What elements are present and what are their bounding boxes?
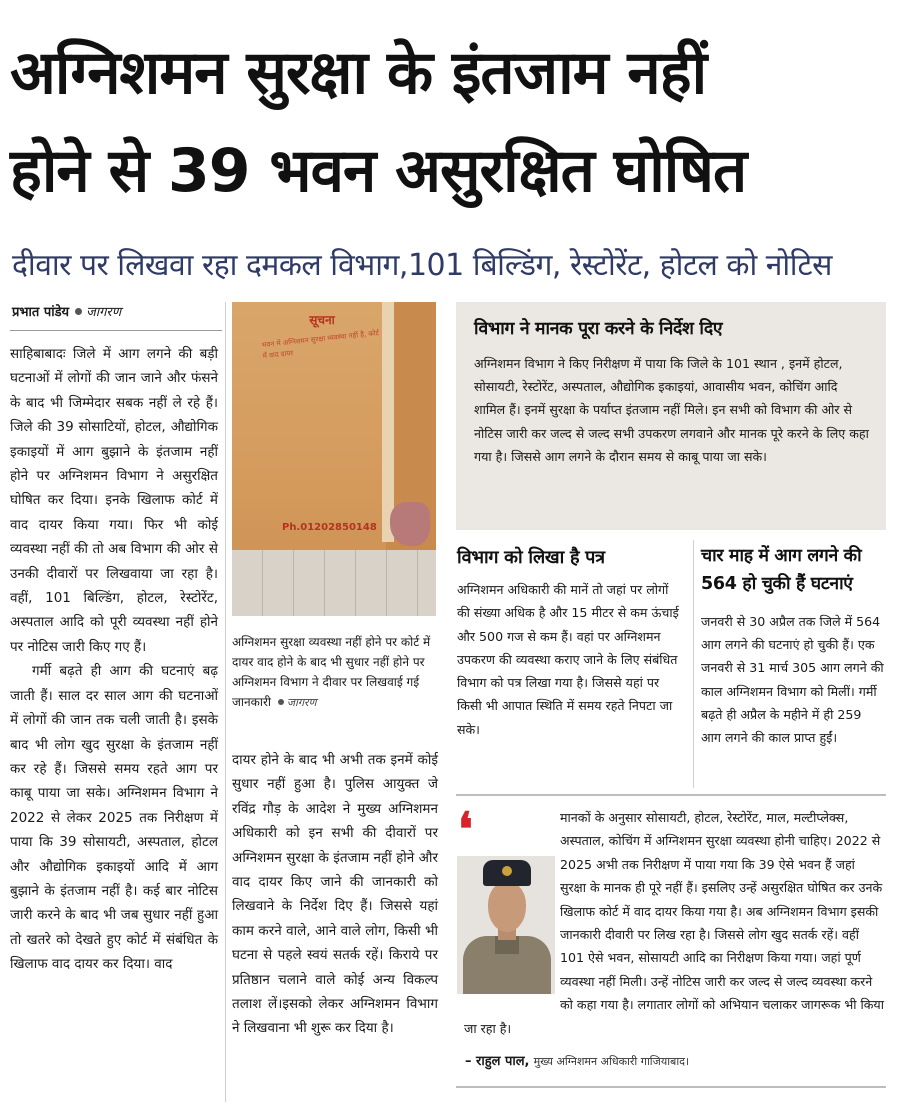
byline [12, 304, 121, 322]
article-paragraph: साहिबाबादः जिले में आग लगने की बड़ी घटनाओं में लोगों की जान जाने और फंसने के बाद भी जिम्मेदार सबक नहीं ले रहे हैं। जिले की 39 सोसाटियों, होटल, औद्योगिक इकाइयों में आग बुझाने के इंतजाम नहीं होने पर अग्निशमन विभाग ने असुरक्षित घोषित कर दिया। इनके खिलाफ कोर्ट में वाद दायर किया गया। फिर भी कोई व्यवस्था नहीं की तो अब विभाग की ओर से उनकी दीवारों पर लिखवाया जा रहा है। वहीं, 101 बिल्डिंग, होटल, रेस्टोरेंट, अस्पताल आदि को पूरी व्यवस्था नहीं होने पर नोटिस जारी किए गए हैं। [10, 346, 218, 655]
notice-phone: Ph.01202850148 [282, 522, 377, 533]
caption-text: अग्निशमन सुरक्षा व्यवस्था नहीं होने पर कोर्ट में दायर वाद होने के बाद भी सुधार नहीं होने पर अग्निशमन विभाग ने दीवार पर लिखवाई गई जानकारी [232, 635, 431, 709]
byline-author: प्रभात पांडेय [12, 305, 70, 320]
column-divider [693, 540, 694, 788]
photo-pipe [382, 302, 394, 542]
bullet-icon [75, 308, 82, 315]
byline-source: जागरण [86, 305, 122, 320]
column-divider [225, 302, 226, 1102]
quote-name: – राहुल पाल, [465, 1054, 530, 1069]
wall-notice-photo [232, 302, 436, 616]
letter-box-text: अग्निशमन अधिकारी की मानें तो जहां पर लोगों की संख्या अधिक है और 15 मीटर से कम ऊंचाई और 500 गज से कम हैं। वहां पर अग्निशमन उपकरण की व्यवस्था कराए जाने के लिए संबंधित विभाग को पत्र लिखा गया है। जिससे यहां पर किसी भी आपात स्थिति में समय रहते निपटा जा सके। [457, 582, 679, 737]
quote-role: मुख्य अग्निशमन अधिकारी गाजियाबाद। [533, 1055, 690, 1068]
photo-stain [390, 502, 430, 546]
notice-text: भवन में अग्निशमन सुरक्षा व्यवस्था नहीं है, कोर्ट में वाद दायर [261, 328, 380, 361]
article-column-1 [10, 342, 218, 977]
byline-rule [10, 330, 222, 331]
caption-source: जागरण [286, 696, 317, 709]
letter-box-title: विभाग को लिखा है पत्र [457, 547, 605, 568]
article-column-2 [232, 748, 438, 1041]
standards-box-title: विभाग ने मानक पूरा करने के निर्देश दिए [474, 319, 723, 339]
subheadline: दीवार पर लिखवा रहा दमकल विभाग,101 बिल्डिंग, रेस्टोरेंट, होटल को नोटिस [12, 248, 832, 283]
quote-body: मानकों के अनुसार सोसायटी, होटल, रेस्टोरेंट, माल, मल्टीप्लेक्स, अस्पताल, कोचिंग में अग्निशमन सुरक्षा व्यवस्था होनी चाहिए। 2022 से 2025 अभी तक निरीक्षण में पाया गया कि 39 ऐसे भवन हैं जहां सुरक्षा के मानक ही पूरे नहीं हैं। इसलिए उन्हें असुरक्षित घोषित कर उनके खिलाफ कोर्ट में वाद दायर किया गया है। अब अग्निशमन विभाग इसकी जानकारी दीवारी पर लिख रहा है। जिससे लोग खुद सतर्क रहें। वहीं 101 ऐसे भवन, सोसायटी आदि का निरीक्षण किया गया। जहां पूर्ण व्यवस्था नहीं मिली। उन्हें नोटिस जारी कर जल्द से जल्द व्यवस्था करने को कहा गया है। लगातार लोगों को अभियान चलाकर जागरूक भी किया जा रहा है। [464, 810, 884, 1036]
notice-title: सूचना [309, 313, 335, 327]
quote-text [464, 806, 884, 1040]
headline-line-2: होने से 39 भवन असुरक्षित घोषित [10, 136, 747, 206]
bullet-icon [278, 699, 284, 705]
article-paragraph: गर्मी बढ़ते ही आग की घटनाएं बढ़ जाती हैं। साल दर साल आग की घटनाओं में लोगों की जान तक चली जाती है। इसके बाद भी लोग खुद सुरक्षा के इंतजाम नहीं कर रहे हैं। जिससे समय रहते आग पर काबू पाया जा सके। अग्निशमन विभाग ने 2022 से लेकर 2025 तक निरीक्षण में पाया कि 39 सोसायटी, अस्पताल, होटल और औद्योगिक इकाइयों आदि में आग बुझाने के इंतजाम नहीं है। कई बार नोटिस जारी करने के बाद भी जब सुधार नहीं हुआ तो खतरे को देखते हुए कोर्ट में संबंधित के खिलाफ वाद दायर कर दिया। वाद [10, 663, 218, 973]
incidents-box-title: चार माह में आग लगने की 564 हो चुकी हैं घटनाएं [701, 546, 862, 594]
section-rule [456, 794, 886, 796]
photo-caption [232, 632, 436, 713]
article-paragraph: दायर होने के बाद भी अभी तक इनमें कोई सुधार नहीं हुआ है। पुलिस आयुक्त जे रविंद्र गौड़ के आदेश ने मुख्य अग्निशमन अधिकारी को इन सभी की दीवारों पर अग्निशमन सुरक्षा के इंतजाम नहीं होने और वाद दायर किए जाने की जानकारी को लिखवाने के निर्देश दिए हैं। जिससे यहां काम करने वाले, आने वाले लोग, किसी भी घटना से पहले स्वयं सतर्क रहें। किराये पर प्रतिष्ठान चलाने वाले कोई अन्य विकल्प तलाश लें।इसको लेकर अग्निशमन विभाग ने लिखवाना भी शुरू कर दिया है। [232, 752, 438, 1037]
bottom-rule [456, 1086, 886, 1088]
photo-floor [232, 550, 436, 616]
quote-signature [465, 1052, 689, 1072]
quote-float-spacer [464, 806, 560, 994]
painted-notice [262, 312, 382, 542]
quote-mark-icon: ❛ [458, 802, 473, 856]
incidents-box-text: जनवरी से 30 अप्रैल तक जिले में 564 आग लगने की घटनाएं हो चुकी हैं। एक जनवरी से 31 मार्च 305 आग लगने की काल अग्निशमन विभाग को मिलीं। गर्मी बढ़ते ही अप्रैल के महीने में ही 259 आग लगने की काल प्राप्त हुईं। [701, 614, 884, 746]
standards-box [456, 302, 886, 530]
headline-line-1: अग्निशमन सुरक्षा के इंतजाम नहीं [10, 38, 707, 108]
standards-box-text: अग्निशमन विभाग ने किए निरीक्षण में पाया कि जिले के 101 स्थान , इनमें होटल, सोसायटी, रेस्टोरेंट, अस्पताल, औद्योगिक इकाइयां, आवासीय भवन, कोचिंग आदि शामिल हैं। इनमें सुरक्षा के पर्याप्त इंतजाम नहीं मिले। इन सभी को विभाग की ओर से नोटिस जारी कर जल्द से जल्द सभी उपकरण लगवाने और मानक पूरे करने के लिए कहा गया है। जिससे आग लगने के दौरान समय से काबू पाया जा सके। [474, 356, 869, 464]
